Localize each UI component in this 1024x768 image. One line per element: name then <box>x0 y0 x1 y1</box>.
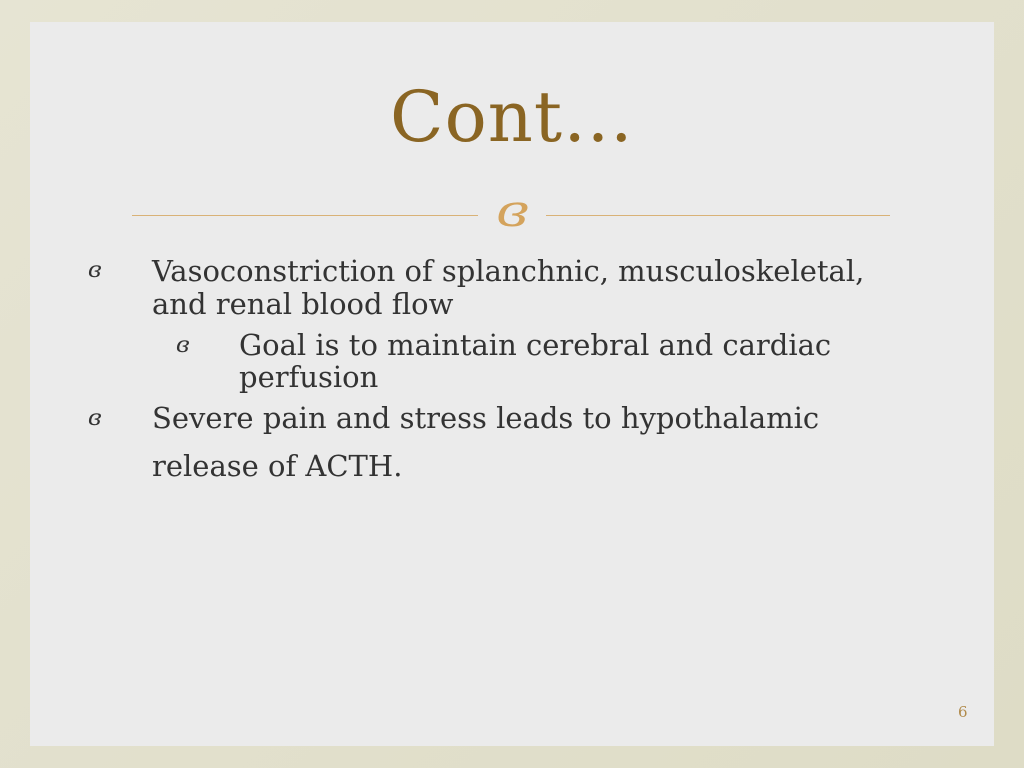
curl-bullet-icon: ɞ <box>88 406 102 431</box>
divider-left <box>132 215 478 216</box>
page-number: 6 <box>958 703 968 721</box>
curl-bullet-icon: ɞ <box>88 258 102 283</box>
bullet-2-line-2: perfusion <box>239 360 379 394</box>
bullet-3-line-1: Severe pain and stress leads to hypothalamic <box>152 401 820 435</box>
curl-ornament-icon: ɞ <box>495 186 529 237</box>
curl-sub-bullet-icon: ɞ <box>176 333 190 358</box>
divider-right <box>546 215 890 216</box>
bullet-1-line-1: Vasoconstriction of splanchnic, musculoskeletal, <box>152 254 865 288</box>
bullet-3-line-2: release of ACTH. <box>152 449 403 483</box>
bullet-1-line-2: and renal blood flow <box>152 287 454 321</box>
bullet-2-line-1: Goal is to maintain cerebral and cardiac <box>239 328 832 362</box>
slide-title: Cont… <box>390 76 634 158</box>
